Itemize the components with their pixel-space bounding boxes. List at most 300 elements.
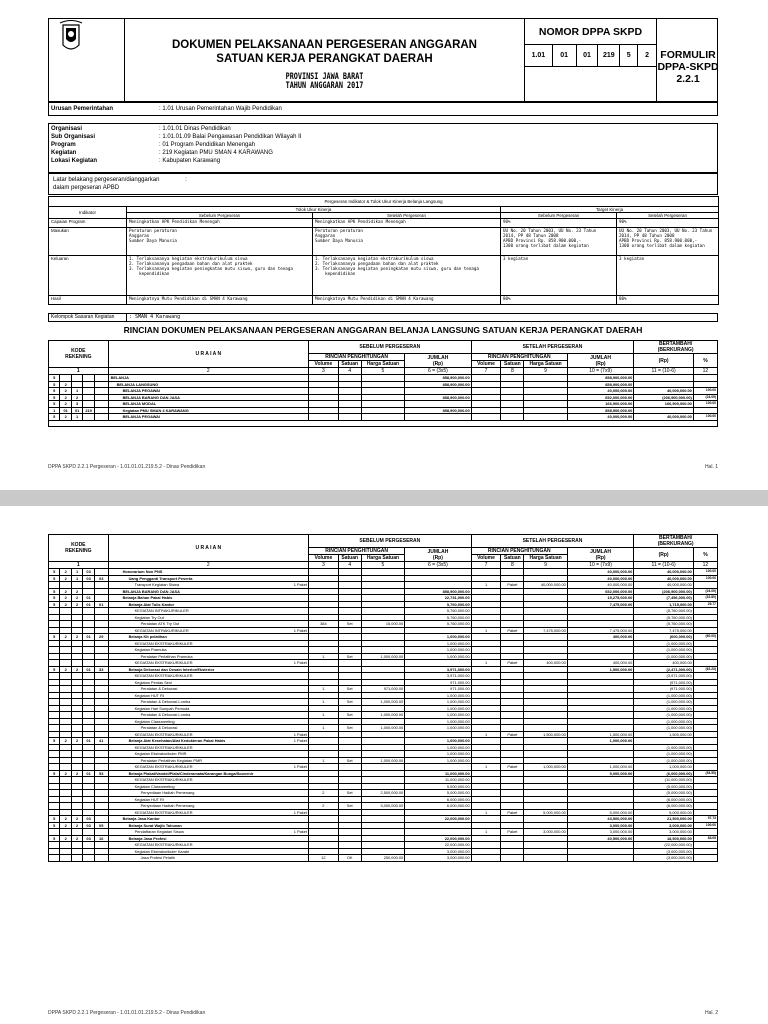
row-j1: 1,000,000.00 (405, 718, 471, 725)
row-code: 2 (60, 595, 71, 602)
indikator-cell-a: Meningkatkan APK Pendidikan Menengah (127, 219, 313, 228)
row-v1: 384 (309, 621, 339, 628)
provincial-emblem-icon (49, 19, 125, 103)
row-pct: 100.00 (693, 569, 717, 576)
row-diff: (22,000,000.00) (634, 842, 694, 849)
row-name: Peralatan & Dekorasi (140, 725, 178, 730)
row-pct: (62.23) (693, 666, 717, 673)
row-code: 01 (71, 407, 82, 414)
row-j1: 3,000,000.00 (405, 848, 471, 855)
row-code: 5 (49, 816, 60, 823)
row-name: Belanja Bahan Pakai Habis (122, 595, 173, 600)
row-code: 03 (83, 816, 94, 823)
col-number: 5 (361, 368, 405, 375)
row-diff: 40,000,000.00 (634, 582, 694, 589)
row-code: 2 (60, 666, 71, 673)
row-name: BELANJA PEGAWAI (122, 414, 161, 419)
row-h1: 1,000,000.00 (361, 712, 405, 719)
row-j2: 5,000,000.00 (567, 809, 633, 816)
formulir-code: DPPA-SKPD (657, 61, 719, 73)
row-s2: Paket (501, 809, 524, 816)
indikator-row (49, 256, 719, 296)
row-j1: 1,000,000.00 (405, 634, 471, 641)
row-h1: 250,000.00 (361, 855, 405, 862)
col-number: 5 (361, 562, 405, 569)
h-indikator: Indikator (49, 207, 127, 219)
document-title-1: DOKUMEN PELAKSANAAN PERGESERAN ANGGARAN (172, 39, 477, 51)
row-code: 2 (60, 738, 71, 745)
indikator-cell-b: Meningkatkan APK Pendidikan Menengah (313, 219, 501, 228)
row-code: 1 (71, 575, 82, 582)
row-j1: 1,000,000.00 (405, 653, 471, 660)
formulir-label: FORMULIR (660, 49, 716, 61)
col-number: 7 (471, 562, 501, 569)
row-diff: 40,000,000.00 (634, 414, 694, 421)
row-s1: Set (338, 699, 361, 706)
row-s2 (501, 855, 524, 862)
row-name: Kegiatan Classmeeting (134, 718, 175, 724)
row-code: 2 (71, 595, 82, 602)
header-kode: KODE (71, 348, 86, 354)
col-number: 6 = (3x5) (405, 562, 471, 569)
row-code: 2 (60, 394, 71, 401)
header-bertambah: BERTAMBAH/ (659, 535, 693, 541)
header-harga: Harga Satuan (361, 361, 405, 368)
row-uraian (108, 855, 308, 862)
row-name: Peralatan & Dekorasi Lomba (140, 699, 191, 704)
row-name: Belanja Jasa Kantor (122, 816, 160, 821)
row-j1: 971,000.00 (405, 686, 471, 693)
indikator-title: Pergeseran Indikator & Tolok Ukur Kinerja Belanja Langsung (49, 197, 719, 207)
header-rincian: RINCIAN PENGHITUNGAN (309, 548, 405, 555)
row-j1: 858,900,000.00 (405, 375, 471, 382)
row-j2: 40,000,000.00 (567, 575, 633, 582)
row-diff: (5,760,000.00) (634, 621, 694, 628)
header-sebelum: SEBELUM PERGESERAN (309, 341, 472, 354)
row-code (83, 855, 94, 862)
row-diff: 40,000,000.00 (634, 569, 694, 576)
row-diff: (6,000,000.00) (634, 796, 694, 803)
row-j1: 3,971,000.00 (405, 666, 471, 673)
row-diff: (6,000,000.00) (634, 770, 694, 777)
row-code: 2 (71, 835, 82, 842)
row-name: KEGIATAN EKSTRAKURIKULER (134, 640, 193, 646)
row-tag: 1 Paket (293, 627, 307, 633)
indikator-cell-d: 90% (617, 219, 719, 228)
col-number: 8 (501, 368, 524, 375)
row-j2 (567, 855, 633, 862)
header-rincian-2: RINCIAN PENGHITUNGAN (471, 354, 567, 361)
row-v1: 1 (309, 653, 339, 660)
col-number: 7 (471, 368, 501, 375)
header-rp: (Rp) (432, 360, 443, 367)
row-name: BELANJA BARANG DAN JASA (122, 588, 180, 594)
row-diff: (1,000,000.00) (634, 725, 694, 732)
row-name: Kegiatan HUT RI (134, 692, 164, 698)
header-satuan-2: Satuan (501, 361, 524, 368)
indikator-cell-b: 1. Terlaksananya kegiatan ekstrakurikulum siswa 2. Terlaksananya pengadaan bahan dan alat praktek 3. Terlaksananya kegiatan peningkatan mutu siswa, guru dan tenaga kependidikan (313, 256, 501, 296)
row-v2: 1 (471, 627, 501, 634)
organisasi-value: : 1.01.01 Dinas Pendidikan (159, 126, 231, 132)
row-name: BELANJA MODAL (122, 401, 157, 406)
row-diff: (7,456,000.00) (634, 595, 694, 602)
kelompok-box (48, 313, 718, 322)
row-code: 3 (71, 401, 82, 408)
logo (49, 19, 125, 103)
row-v1: 12 (309, 855, 339, 862)
header-berkurang: (BERKURANG) (657, 541, 694, 547)
header-bertambah: BERTAMBAH/ (659, 341, 693, 347)
row-code: 5 (49, 822, 60, 829)
indikator-cell-ind: Masukan (49, 228, 127, 256)
row-code: 03 (83, 575, 94, 582)
row-diff: 1,715,000.00 (634, 601, 694, 608)
row-diff: (5,000,000.00) (634, 790, 694, 797)
row-tag: 1 Paket (293, 738, 307, 743)
urusan-box (48, 102, 718, 116)
row-code: 2 (60, 588, 71, 595)
row-code (94, 855, 108, 862)
row-diff: 3,000,000.00 (634, 822, 694, 829)
header-rp: (Rp) (432, 554, 443, 561)
header-pct: % (693, 548, 717, 562)
row-j1: 22,731,000.00 (405, 595, 471, 602)
row-j1: 6,000,000.00 (405, 803, 471, 810)
row-code: 03 (83, 569, 94, 576)
header-sebelum: SEBELUM PERGESERAN (309, 535, 472, 548)
footer-2-left: DPPA SKPD 2.2.1 Pergeseran - 1.01.01.01.219.5.2 - Dinas Pendidikan (48, 1010, 206, 1016)
row-tag: 1 Paket (293, 731, 307, 737)
header-setelah: SETELAH PERGESERAN (471, 535, 634, 548)
row-s1: Set (338, 653, 361, 660)
kelompok-label: Kelompok Sasaran Kegiatan (49, 314, 127, 321)
row-v2: 1 (471, 809, 501, 816)
row-j1: 1,000,000.00 (405, 699, 471, 706)
row-code: 2 (60, 575, 71, 582)
row-j2: 3,000,000.00 (567, 822, 633, 829)
row-code: 2 (60, 381, 71, 388)
row-code: 1 (71, 414, 82, 421)
row-code: 2 (60, 835, 71, 842)
row-pct: 100.00 (693, 388, 717, 395)
row-code: 2 (60, 414, 71, 421)
header-rp-2: (Rp) (595, 554, 606, 561)
row-s2: Paket (501, 829, 524, 836)
indikator-cell-b: Meningkatnya Mutu Pendidikan di SMAN 4 Karawang (313, 296, 501, 305)
indikator-cell-a: Meningkatnya Mutu Pendidikan di SMAN 4 Karawang (127, 296, 313, 305)
row-v2: 1 (471, 764, 501, 771)
row-j1: 6,000,000.00 (405, 796, 471, 803)
row-s1: Set (338, 757, 361, 764)
row-h2: 40,000,000.00 (524, 582, 568, 589)
row-diff: 3,000,000.00 (634, 829, 694, 836)
row-s1: Set (338, 686, 361, 693)
row-name: Jasa Profesi Pelatih (140, 855, 175, 860)
indikator-cell-ind: Keluaran (49, 256, 127, 296)
row-uraian (108, 414, 308, 421)
header-rp-2: (Rp) (595, 360, 606, 367)
row-code (60, 855, 71, 862)
row-h1: 1,000,000.00 (361, 699, 405, 706)
row-j2: 43,500,000.00 (567, 816, 633, 823)
code-2: 01 (553, 45, 577, 66)
page-2 (0, 506, 768, 1024)
kelompok-value: : SMAN 4 Karawang (129, 314, 181, 320)
row-name: KEGIATAN EKSTRAKURIKULER (134, 660, 193, 665)
row-name: Belanja Plakat/Vandel/Piala/Cinderamata/Karangan Bunga/Souvenir (128, 770, 254, 776)
row-v1: 1 (309, 699, 339, 706)
urusan-label: Urusan Pemerintahan (51, 106, 114, 112)
row-j2: 7,475,000.00 (567, 627, 633, 634)
row-code: 2 (71, 634, 82, 641)
row-diff: 5,000,000.00 (634, 809, 694, 816)
row-v2 (471, 855, 501, 862)
indikator-cell-c: 80% (501, 296, 617, 305)
header-satuan-2: Satuan (501, 555, 524, 562)
fiscal-year: TAHUN ANGGARAN 2017 (285, 81, 364, 91)
col-number: 3 (309, 368, 339, 375)
row-name: KEGIATAN EKSTRAKURIKULER (134, 764, 193, 769)
row-name: Belanja Kit pelatihan (128, 634, 167, 639)
row-pct: 29.77 (693, 601, 717, 608)
row-name: Kegiatan Classmeeting (134, 783, 175, 789)
row-code: 5 (49, 414, 60, 421)
col-number: 11 = (10-6) (634, 562, 694, 569)
row-code: 5 (49, 569, 60, 576)
row-name: KEGIATAN EKSTRAKURIKULER (134, 777, 193, 782)
row-j2: 858,900,000.00 (567, 407, 633, 414)
col-number: 1 (49, 562, 109, 569)
col-number: 2 (108, 562, 308, 569)
header-satuan: Satuan (338, 555, 361, 562)
row-j1: 5,760,000.00 (405, 621, 471, 628)
row-name: KEGIATAN EKSTRAKURIKULER (134, 809, 193, 815)
indikator-cell-a: Peraturan peraturan Anggaran Sumber Daya Manusia (127, 228, 313, 256)
col-number: 8 (501, 562, 524, 569)
row-name: KEGIATAN EKSTRAKURIKULER (134, 673, 193, 678)
row-code: 2 (71, 394, 82, 401)
row-j2: 40,000,000.00 (567, 569, 633, 576)
row-h1: 3,000,000.00 (361, 803, 405, 810)
indikator-cell-d: UU No. 20 Tahun 2003, UU No. 23 Tahun 2014, PP 48 Tahun 2008 APBD Provinsi Rp. 858.900.000,- 1300 orang terlibat dalam kegiatan (617, 228, 719, 256)
code-5: 5 (620, 45, 638, 66)
header-rp-3: (Rp) (634, 354, 694, 368)
row-code: 5 (49, 601, 60, 608)
row-code: 5 (49, 595, 60, 602)
row-diff: (5,000,000.00) (634, 783, 694, 790)
row-diff: 400,000.00 (634, 660, 694, 667)
nomor-block (525, 19, 657, 103)
row-diff: (3,000,000.00) (634, 855, 694, 862)
header-kode: KODE (71, 542, 86, 548)
row-j2: 400,000.00 (567, 660, 633, 667)
row-diff: (1,000,000.00) (634, 640, 694, 647)
row-j2: 652,000,000.00 (567, 588, 633, 595)
row-name: Transport Kegiatan Siswa (134, 582, 179, 587)
row-code: 5 (49, 575, 60, 582)
row-code (71, 855, 82, 862)
row-code: 5 (49, 394, 60, 401)
province-block (165, 73, 484, 91)
row-code: 01 (94, 601, 108, 608)
row-v1: 1 (309, 712, 339, 719)
indikator-row (49, 219, 719, 228)
row-v2: 1 (471, 660, 501, 667)
row-diff: (971,000.00) (634, 686, 694, 693)
row-pct: 100.00 (693, 575, 717, 582)
row-code: 29 (94, 634, 108, 641)
header-pct: % (693, 354, 717, 368)
row-code: 01 (83, 595, 94, 602)
row-j1: 1,000,000.00 (405, 712, 471, 719)
row-j1: 22,000,000.00 (405, 835, 471, 842)
row-code: 5 (49, 588, 60, 595)
row-code: 5 (49, 388, 60, 395)
header-rincian: RINCIAN PENGHITUNGAN (309, 354, 405, 361)
row-code: 2 (60, 388, 71, 395)
row-code: 33 (94, 666, 108, 673)
row-h1: 15,000.00 (361, 621, 405, 628)
row-h1: 1,000,000.00 (361, 653, 405, 660)
row-diff: (3,000,000.00) (634, 848, 694, 855)
row-name: KEGIATAN EKSTRAKURIKULER (134, 842, 193, 847)
row-s2: Paket (501, 582, 524, 589)
header-jumlah: JUMLAH (427, 354, 449, 361)
header-berkurang: (BERKURANG) (657, 347, 694, 353)
row-j2: 40,000,000.00 (567, 582, 633, 589)
header-harga-2: Harga Satuan (524, 555, 568, 562)
row-code: 03 (83, 835, 94, 842)
row-tag: 1 Paket (293, 764, 307, 769)
row-s2: Paket (501, 764, 524, 771)
row-diff: (2,471,000.00) (634, 666, 694, 673)
col-number: 3 (309, 562, 339, 569)
row-code: 219 (83, 407, 94, 414)
rincian-table-1 (48, 340, 718, 427)
row-h2: 400,000.00 (524, 660, 568, 667)
row-diff: 21,500,000.00 (634, 816, 694, 823)
header-volume: Volume (309, 361, 339, 368)
row-name: Uang Pengganti Transport Peserta (128, 575, 193, 581)
col-number: 6 = (3x5) (405, 368, 471, 375)
row-j2: 1,500,000.00 (567, 666, 633, 673)
row-j1: 5,000,000.00 (405, 790, 471, 797)
row-diff: 166,900,000.00 (634, 401, 694, 408)
row-code: 2 (60, 634, 71, 641)
row-j2: 166,900,000.00 (567, 401, 633, 408)
indikator-cell-a: 1. Terlaksananya kegiatan ekstrakurikulum siswa 2. Terlaksananya pengadaan bahan dan alat praktek 3. Terlaksananya kegiatan peningkatan mutu siswa, guru dan tenaga kependidikan (127, 256, 313, 296)
row-j1: 5,760,000.00 (405, 614, 471, 621)
row-j1: 3,971,000.00 (405, 673, 471, 680)
row-code: 2 (71, 601, 82, 608)
row-j1: 1,000,000.00 (405, 744, 471, 751)
row-code: 41 (94, 738, 108, 745)
row-j1: 1,000,000.00 (405, 640, 471, 647)
row-pct: 84.09 (693, 835, 717, 842)
header-uraian: U R A I A N (108, 341, 308, 368)
footer-1 (48, 464, 718, 470)
row-j1: 1,000,000.00 (405, 751, 471, 758)
footer-2 (48, 1010, 718, 1016)
document-header (48, 18, 718, 102)
row-j2: 1,500,000.00 (567, 731, 633, 738)
header-volume-2: Volume (471, 555, 501, 562)
row-name: Kegiatan Ekstrakurikuler PMR (134, 751, 187, 756)
row-j1: 1,000,000.00 (405, 692, 471, 699)
header-rincian-2: RINCIAN PENGHITUNGAN (471, 548, 567, 555)
row-pct: 97.73 (693, 816, 717, 823)
indikator-row (49, 228, 719, 256)
row-diff: 1,000,000.00 (634, 764, 694, 771)
row-code: 01 (83, 666, 94, 673)
row-code: 5 (49, 634, 60, 641)
title-block (125, 19, 525, 103)
row-diff: (206,900,000.00) (634, 588, 694, 595)
row-diff: (5,760,000.00) (634, 608, 694, 615)
row-j2: 40,000,000.00 (567, 414, 633, 421)
row-code: 5 (49, 375, 60, 382)
row-pct: (24.09) (693, 394, 717, 401)
program-value: : 01 Program Pendidikan Menengah (159, 142, 256, 148)
row-name: BELANJA (110, 375, 129, 380)
header-volume-2: Volume (471, 361, 501, 368)
row-j1: 1,000,000.00 (405, 757, 471, 764)
indikator-table (48, 196, 719, 305)
urusan-value: : 1.01 Urusan Pemerintahan Wajib Pendidikan (159, 106, 282, 112)
table-row (49, 855, 718, 862)
row-j1: 11,000,000.00 (405, 770, 471, 777)
code-3: 01 (577, 45, 599, 66)
row-pct: (32.80) (693, 595, 717, 602)
row-diff: (206,900,000.00) (634, 394, 694, 401)
row-code: 01 (83, 770, 94, 777)
page-1 (0, 0, 768, 490)
row-name: Peralatan & Dekorasi (140, 686, 178, 691)
row-name: BELANJA LANGSUNG (116, 381, 159, 387)
row-name: Kegiatan HUT RI (134, 796, 164, 802)
row-j1: 3,000,000.00 (405, 855, 471, 862)
row-code: 5 (49, 770, 60, 777)
row-code: 05 (94, 822, 108, 829)
row-j1: 5,000,000.00 (405, 783, 471, 790)
row-diff: (1,000,000.00) (634, 718, 694, 725)
row-code: 2 (60, 569, 71, 576)
row-code: 01 (83, 634, 94, 641)
filler-row (49, 420, 718, 426)
row-name: BELANJA PEGAWAI (122, 388, 161, 393)
footer-1-left: DPPA SKPD 2.2.1 Pergeseran - 1.01.01.01.219.5.2 - Dinas Pendidikan (48, 464, 206, 470)
formulir-number: 2.2.1 (676, 73, 700, 85)
row-name: KEGIATAN INTRAKURIKULER (134, 608, 189, 613)
row-j1: 11,000,000.00 (405, 777, 471, 784)
lokasi-value: : Kabupaten Karawang (159, 158, 221, 164)
row-diff: (1,000,000.00) (634, 699, 694, 706)
row-code: 53 (94, 770, 108, 777)
row-h1: 1,000,000.00 (361, 757, 405, 764)
indikator-cell-b: Peraturan peraturan Anggaran Sumber Daya Manusia (313, 228, 501, 256)
footer-2-page: Hal. 2 (704, 1010, 718, 1016)
indikator-cell-c: 90% (501, 219, 617, 228)
row-v2: 1 (471, 582, 501, 589)
row-h2: 5,000,000.00 (524, 809, 568, 816)
h-sebelum-target: Sebelum Pergeseran (501, 213, 617, 219)
row-diff: (600,000.00) (634, 634, 694, 641)
row-code: 5 (49, 666, 60, 673)
col-number: 2 (108, 368, 308, 375)
row-name: KEGIATAN EKSTRAKURIKULER (134, 744, 193, 750)
row-code (49, 855, 60, 862)
row-code: 5 (49, 381, 60, 388)
